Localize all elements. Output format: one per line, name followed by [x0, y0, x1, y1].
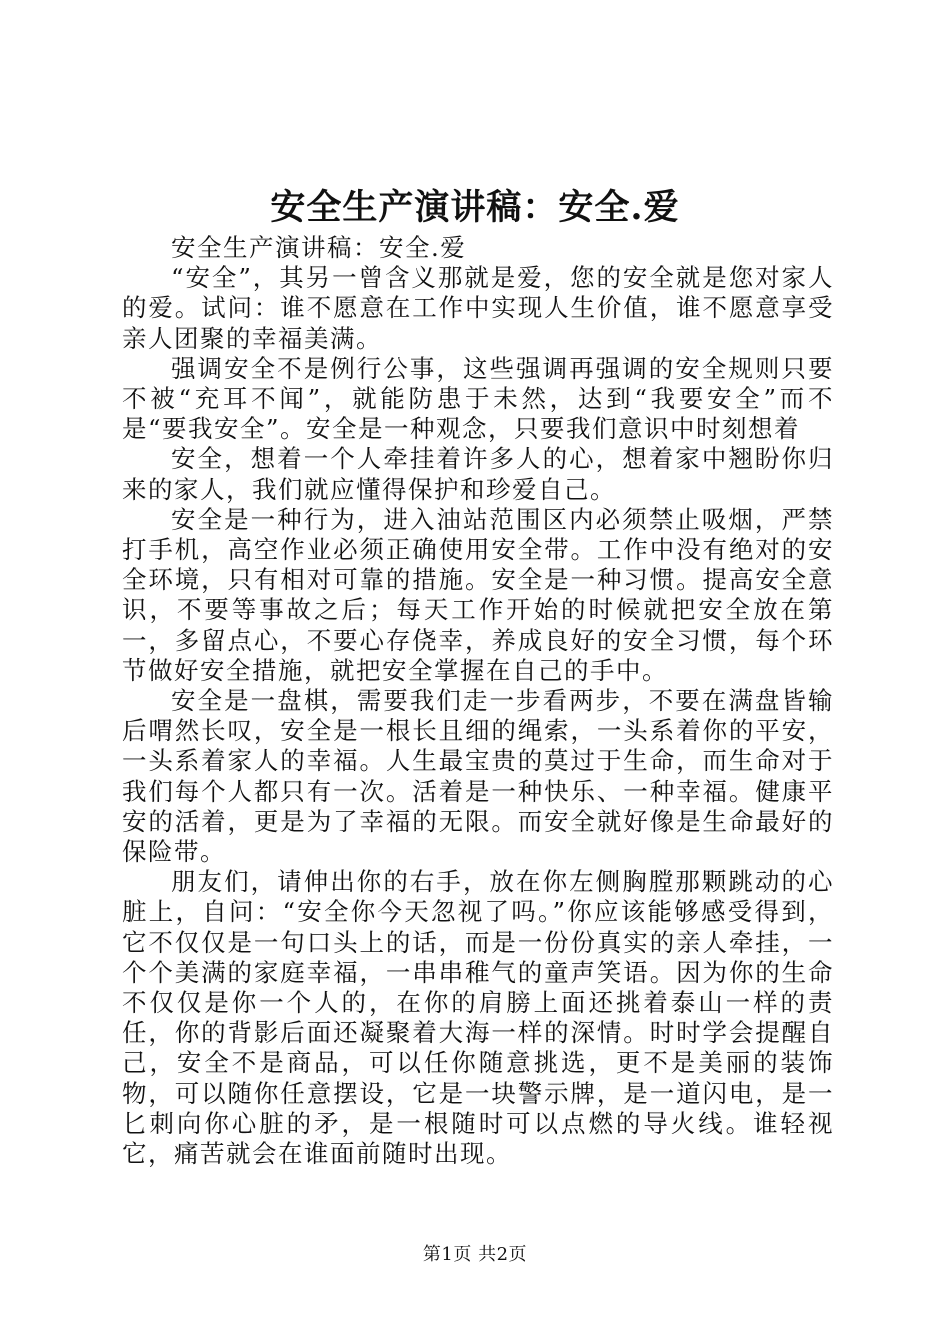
paragraph-subtitle: 安全生产演讲稿：安全.爱: [171, 233, 467, 262]
paragraph-1: “安全”，其另一曾含义那就是爱，您的安全就是您对家人的爱。试问：谁不愿意在工作中实现人生价值，谁不愿意享受亲人团聚的幸福美满。: [122, 263, 834, 353]
paragraph-3: 安全，想着一个人牵挂着许多人的心，想着家中翘盼你归来的家人，我们就应懂得保护和珍爱自己。: [122, 444, 834, 504]
document-body: [122, 233, 834, 1169]
document-title: 安全生产演讲稿：安全.爱: [270, 187, 680, 228]
paragraph-6: 朋友们，请伸出你的右手，放在你左侧胸膛那颗跳动的心脏上，自问：“安全你今天忽视了吗。”你应该能够感受得到，它不仅仅是一句口头上的话，而是一份份真实的亲人牵挂，一个个美满的家庭幸福，一串串稚气的童声笑语。因为你的生命不仅仅是你一个人的，在你的肩膀上面还挑着泰山一样的责任，你的背影后面还凝聚着大海一样的深情。时时学会提醒自己，安全不是商品，可以任你随意挑选，更不是美丽的装饰物，可以随你任意摆设，它是一块警示牌，是一道闪电，是一匕刺向你心脏的矛，是一根随时可以点燃的导火线。谁轻视它，痛苦就会在谁面前随时出现。: [122, 867, 834, 1169]
paragraph-4: 安全是一种行为，进入油站范围区内必须禁止吸烟，严禁打手机，高空作业必须正确使用安全带。工作中没有绝对的安全环境，只有相对可靠的措施。安全是一种习惯。提高安全意识，不要等事故之后；每天工作开始的时候就把安全放在第一，多留点心，不要心存侥幸，养成良好的安全习惯，每个环节做好安全措施，就把安全掌握在自己的手中。: [122, 504, 834, 685]
paragraph-2: 强调安全不是例行公事，这些强调再强调的安全规则只要不被“充耳不闻”，就能防患于未然，达到“我要安全”而不是“要我安全”。安全是一种观念，只要我们意识中时刻想着: [122, 353, 834, 444]
page-number-footer: 第1页 共2页: [422, 1244, 528, 1265]
paragraph-5: 安全是一盘棋，需要我们走一步看两步，不要在满盘皆输后喟然长叹，安全是一根长且细的绳索，一头系着你的平安，一头系着家人的幸福。人生最宝贵的莫过于生命，而生命对于我们每个人都只有一次。活着是一种快乐、一种幸福。健康平安的活着，更是为了幸福的无限。而安全就好像是生命最好的保险带。: [122, 686, 834, 867]
